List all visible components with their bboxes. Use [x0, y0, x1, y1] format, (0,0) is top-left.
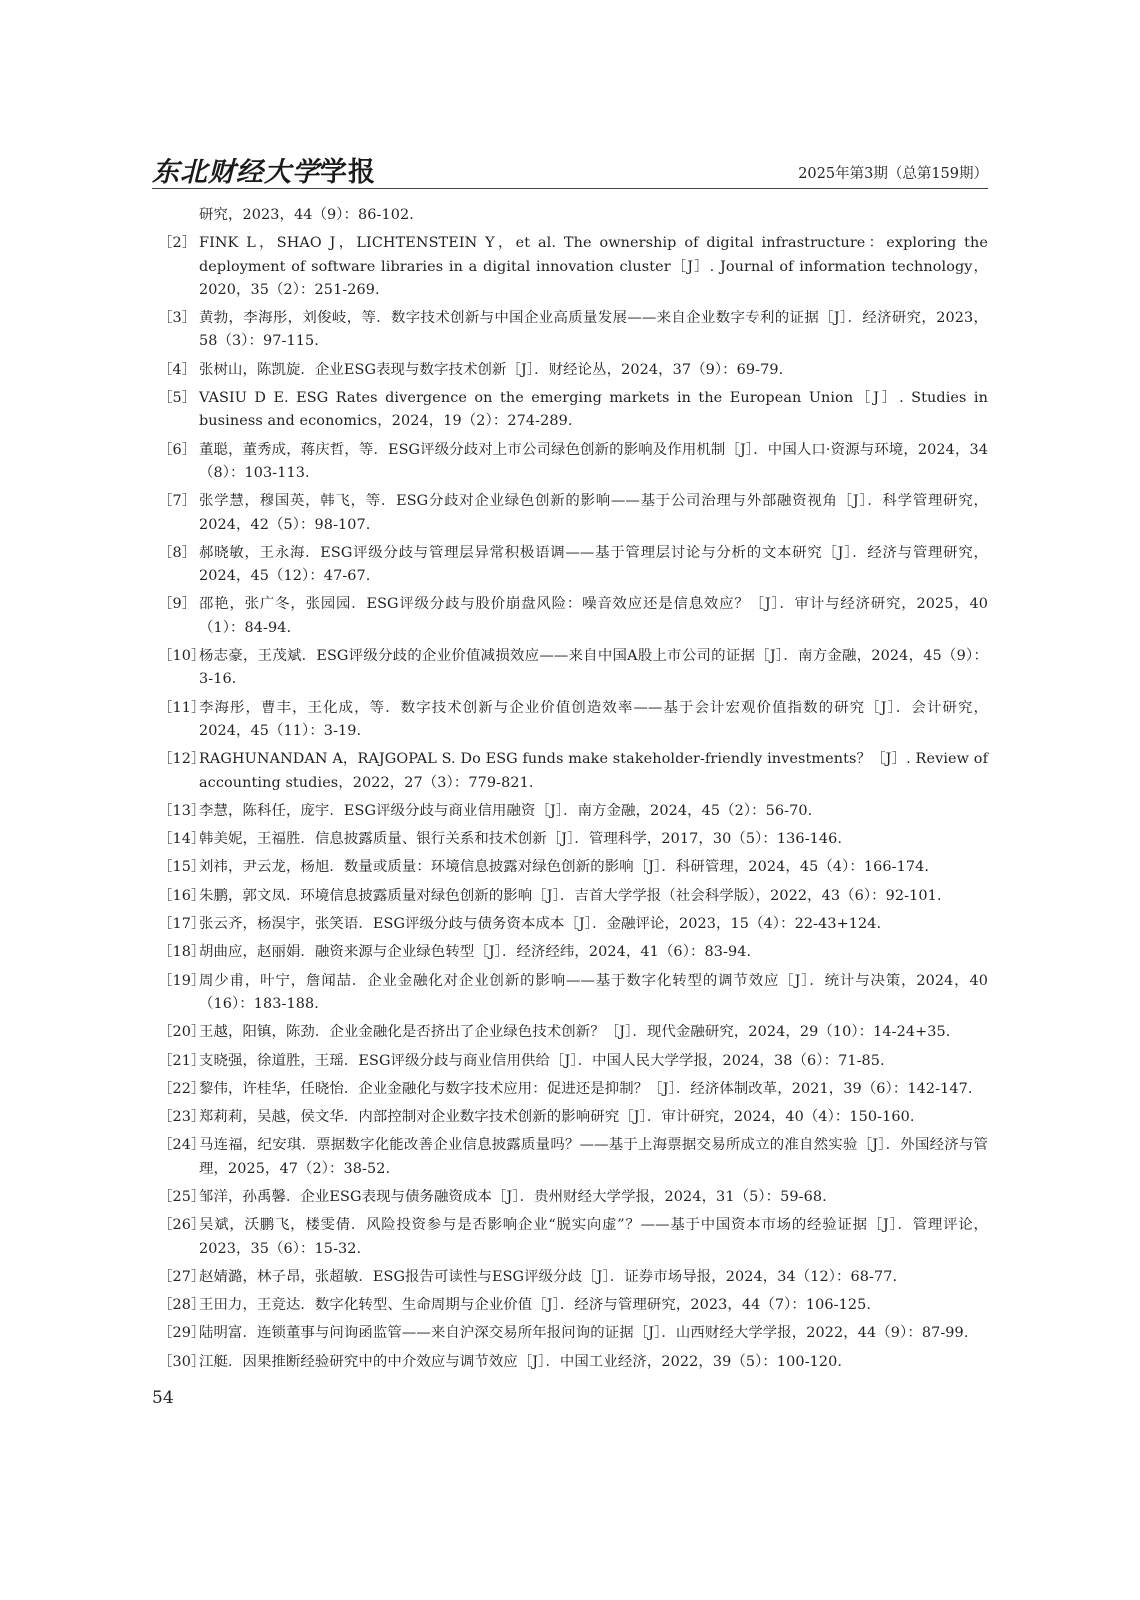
reference-text: 杨志豪，王茂斌．ESG评级分歧的企业价值减损效应——来自中国A股上市公司的证据［J］．南方金融，2024，45（9）：3-16. — [199, 648, 988, 688]
reference-number: ［11］ — [158, 699, 206, 716]
reference-text: 李慧，陈科任，庞宇．ESG评级分歧与商业信用融资［J］．南方金融，2024，45（2）：56-70. — [199, 802, 813, 819]
reference-number: ［19］ — [158, 972, 206, 989]
reference-number: ［12］ — [158, 751, 206, 768]
reference-number: ［9］ — [158, 596, 197, 613]
reference-item — [152, 387, 988, 434]
reference-item — [152, 748, 988, 795]
reference-item — [152, 204, 988, 227]
reference-number: ［27］ — [158, 1268, 206, 1285]
reference-item — [152, 1050, 988, 1073]
journal-title-plain: 学报 — [320, 157, 376, 188]
reference-text: 韩美妮，王福胜．信息披露质量、银行关系和技术创新［J］．管理科学，2017，30（5）：136-146. — [199, 831, 843, 848]
reference-text: 赵婧潞，林子昂，张超敏．ESG报告可读性与ESG评级分歧［J］．证券市场导报，2024，34（12）：68-77. — [199, 1268, 898, 1285]
reference-item — [152, 1021, 988, 1044]
reference-number: ［30］ — [158, 1353, 206, 1370]
reference-text: 吴斌，沃鹏飞，楼雯倩．风险投资参与是否影响企业“脱实向虚”？——基于中国资本市场的经验证据［J］．管理评论，2023，35（6）：15-32. — [199, 1217, 988, 1257]
reference-text: 张学慧，穆国英，韩飞，等．ESG分歧对企业绿色创新的影响——基于公司治理与外部融资视角［J］．科学管理研究，2024，42（5）：98-107. — [199, 493, 988, 533]
reference-item — [152, 1214, 988, 1261]
reference-text: 王田力，王竞达．数字化转型、生命周期与企业价值［J］．经济与管理研究，2023，44（7）：106-125. — [199, 1297, 872, 1314]
reference-text: FINK L，SHAO J，LICHTENSTEIN Y，et al. The ownership of digital infrastructure：exploring the deployment of software libraries in a digital innovation cluster［J］. Journal of information technology，2020，35（2）：251-269. — [199, 235, 988, 298]
header-rule — [152, 188, 988, 189]
reference-item — [152, 439, 988, 486]
reference-text: 郝晓敏，王永海．ESG评级分歧与管理层异常积极语调——基于管理层讨论与分析的文本研究［J］．经济与管理研究，2024，45（12）：47-67. — [199, 544, 988, 585]
reference-item — [152, 593, 988, 640]
reference-number: ［22］ — [158, 1080, 206, 1097]
reference-text: 邹洋，孙禹馨．企业ESG表现与债务融资成本［J］．贵州财经大学学报，2024，31（5）：59-68. — [199, 1188, 827, 1205]
reference-item — [152, 1106, 988, 1129]
reference-text: 王越，阳镇，陈劲．企业金融化是否挤出了企业绿色技术创新？［J］．现代金融研究，2024，29（10）：14-24+35. — [199, 1024, 951, 1041]
reference-number: ［7］ — [158, 493, 197, 510]
reference-text: 邵艳，张广冬，张园园．ESG评级分歧与股价崩盘风险：噪音效应还是信息效应？［J］．审计与经济研究，2025，40（1）：84-94. — [199, 596, 988, 636]
reference-text: 陆明富．连锁董事与问询函监管——来自沪深交易所年报问询的证据［J］．山西财经大学学报，2022，44（9）：87-99. — [199, 1325, 969, 1342]
reference-text: 黄勃，李海彤，刘俊岐，等．数字技术创新与中国企业高质量发展——来自企业数字专利的证据［J］．经济研究，2023，58（3）：97-115. — [199, 310, 988, 350]
reference-item — [152, 885, 988, 908]
reference-item — [152, 1078, 988, 1101]
reference-text: RAGHUNANDAN A，RAJGOPAL S. Do ESG funds make stakeholder-friendly investments？［J］. Review of accounting studies，2022，27（3）：779-821. — [199, 751, 988, 791]
reference-number: ［3］ — [158, 310, 197, 327]
reference-item — [152, 1322, 988, 1345]
reference-number: ［23］ — [158, 1109, 206, 1126]
journal-title-script: 东北财经大学 — [152, 157, 320, 188]
reference-text: 董聪，董秀成，蒋庆哲，等．ESG评级分歧对上市公司绿色创新的影响及作用机制［J］．中国人口·资源与环境，2024，34（8）：103-113. — [199, 441, 988, 481]
journal-title — [152, 150, 376, 189]
reference-item — [152, 856, 988, 879]
reference-item — [152, 970, 988, 1017]
reference-number: ［8］ — [158, 544, 197, 561]
reference-number: ［24］ — [158, 1137, 206, 1154]
reference-item — [152, 941, 988, 964]
reference-text: 李海彤，曹丰，王化成，等．数字技术创新与企业价值创造效率——基于会计宏观价值指数的研究［J］．会计研究，2024，45（11）：3-19. — [199, 699, 988, 739]
reference-number: ［29］ — [158, 1325, 206, 1342]
reference-number: ［16］ — [158, 887, 206, 904]
reference-number: ［13］ — [158, 802, 206, 819]
reference-number: ［20］ — [158, 1024, 206, 1041]
reference-item — [152, 800, 988, 823]
reference-item — [152, 307, 988, 354]
reference-number: ［26］ — [158, 1217, 206, 1234]
reference-number: ［6］ — [158, 441, 197, 458]
page-header — [152, 150, 988, 190]
reference-text: 刘祎，尹云龙，杨旭．数量或质量：环境信息披露对绿色创新的影响［J］．科研管理，2024，45（4）：166-174. — [199, 859, 930, 876]
reference-item — [152, 1134, 988, 1181]
page-number: 54 — [152, 1388, 174, 1408]
reference-number: ［10］ — [158, 648, 206, 665]
reference-text: 江艇．因果推断经验研究中的中介效应与调节效应［J］．中国工业经济，2022，39（5）：100-120. — [199, 1353, 843, 1370]
reference-number: ［4］ — [158, 361, 197, 378]
reference-number: ［25］ — [158, 1188, 206, 1205]
reference-item — [152, 359, 988, 382]
reference-text: VASIU D E. ESG Rates divergence on the emerging markets in the European Union［J］. Studies in business and economics，2024，19（2）：274-289. — [199, 390, 988, 430]
reference-item — [152, 645, 988, 692]
reference-number: ［5］ — [158, 390, 197, 407]
reference-list — [152, 204, 988, 1379]
reference-number: ［18］ — [158, 944, 206, 961]
reference-number: ［14］ — [158, 831, 206, 848]
reference-item — [152, 913, 988, 936]
reference-text: 朱鹏，郭文凤．环境信息披露质量对绿色创新的影响［J］．吉首大学学报（社会科学版），2022，43（6）：92-101. — [199, 887, 942, 904]
reference-text: 研究，2023，44（9）：86-102. — [199, 207, 414, 223]
reference-text: 马连福，纪安琪．票据数字化能改善企业信息披露质量吗？——基于上海票据交易所成立的准自然实验［J］．外国经济与管理，2025，47（2）：38-52. — [199, 1137, 988, 1177]
reference-number: ［21］ — [158, 1052, 206, 1069]
reference-text: 张云齐，杨淏宇，张笑语．ESG评级分歧与债务资本成本［J］．金融评论，2023，15（4）：22-43+124. — [199, 916, 882, 933]
reference-text: 郑莉莉，吴越，侯文华．内部控制对企业数字技术创新的影响研究［J］．审计研究，2024，40（4）：150-160. — [199, 1109, 915, 1126]
reference-item — [152, 490, 988, 537]
reference-item — [152, 232, 988, 302]
reference-number: ［15］ — [158, 859, 206, 876]
reference-item — [152, 1266, 988, 1289]
reference-item — [152, 1294, 988, 1317]
issue-label: 2025年第3期（总第159期） — [798, 166, 988, 182]
reference-text: 黎伟，许桂华，任晓怡．企业金融化与数字技术应用：促进还是抑制？［J］．经济体制改革，2021，39（6）：142-147. — [199, 1080, 973, 1097]
reference-text: 张树山，陈凯旋．企业ESG表现与数字技术创新［J］．财经论丛，2024，37（9）：69-79. — [199, 361, 784, 378]
reference-number: ［2］ — [158, 235, 197, 252]
reference-text: 支晓强，徐道胜，王瑶．ESG评级分歧与商业信用供给［J］．中国人民大学学报，2024，38（6）：71-85. — [199, 1052, 885, 1069]
reference-item — [152, 697, 988, 744]
reference-item — [152, 1186, 988, 1209]
reference-text: 周少甫，叶宁，詹闻喆．企业金融化对企业创新的影响——基于数字化转型的调节效应［J］．统计与决策，2024，40（16）：183-188. — [199, 972, 988, 1012]
reference-item — [152, 828, 988, 851]
reference-text: 胡曲应，赵丽娟．融资来源与企业绿色转型［J］．经济经纬，2024，41（6）：83-94. — [199, 944, 752, 961]
reference-item — [152, 542, 988, 589]
reference-number: ［28］ — [158, 1297, 206, 1314]
reference-number: ［17］ — [158, 916, 206, 933]
reference-item — [152, 1351, 988, 1374]
